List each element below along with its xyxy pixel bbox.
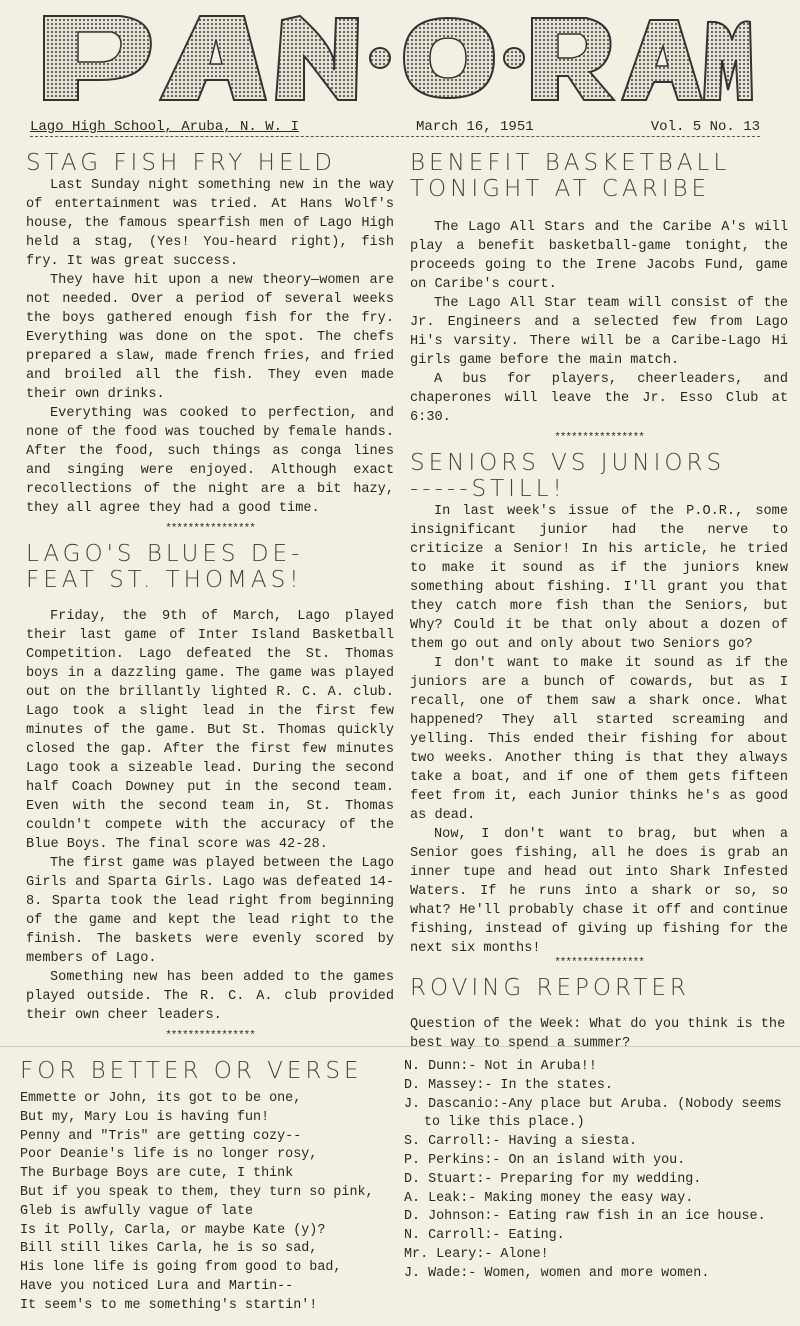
article-paragraph: In last week's issue of the P.O.R., some insignificant junior had the nerve to criticize a Senior! In his article, he tried to make it sound as if the juniors knew something about fishing. I'll grant you that they catch more fish than the Seniors, but Why? Could it be that only about a dozen of them go out and only about two Seniors go? [410,504,788,652]
headline-seniors: SENIORS VS JUNIORS -----STILL! [410,450,726,502]
article-paragraph: A bus for players, cheerleaders, and chaperones will leave the Jr. Esso Club at 6:30. [410,372,788,425]
answer-item: D. Massey:- In the states. [404,1077,613,1093]
verse-line: It seem's to me something's startin'! [20,1297,318,1313]
masthead-logo [38,10,754,108]
verse-line: His lone life is going from good to bad, [20,1260,342,1276]
separator: **************** [165,523,255,535]
separator: **************** [165,1030,255,1042]
answer-item: A. Leak:- Making money the easy way. [404,1190,694,1206]
article-paragraph: Now, I don't want to brag, but when a Senior goes fishing, all he does is grab an inner tupe and head out into Shark Infested Waters. If he runs into a shark or so, so what? He'll probably chase it off and continue fishing, instead of giving up fishing for the next six months! [410,827,788,956]
verse-line: Bill still likes Carla, he is so sad, [20,1241,318,1257]
verse-line: Poor Deanie's life is no longer rosy, [20,1147,318,1163]
answer-item: S. Carroll:- Having a siesta. [404,1134,638,1150]
answer-item: Mr. Leary:- Alone! [404,1246,549,1262]
headline-roving: ROVING REPORTER [410,975,690,1001]
issue-date: March 16, 1951 [416,119,534,135]
school-name: Lago High School, Aruba, N. W. I [30,119,299,135]
right-column [410,150,788,1053]
article-paragraph: Last Sunday night something new in the way of entertainment was tried. At Hans Wolf's house, the famous spearfish men of Lago High held a stag, (Yes! You-heard right), fish fry. It was great success. [26,178,394,269]
answer-item: D. Stuart:- Preparing for my wedding. [404,1171,702,1187]
masthead [38,10,754,108]
answer-item: N. Dunn:- Not in Aruba!! [404,1059,597,1074]
answer-item: D. Johnson:- Eating raw fish in an ice house. [404,1209,766,1225]
answer-item: J. Wade:- Women, women and more women. [404,1265,710,1281]
article-paragraph: The first game was played between the Lago Girls and Sparta Girls. Lago was defeated 14-8. Sparta took the lead right from beginning of the game and kept the lead right to the finish. The baskets were evenly scored by members of Lago. [26,856,394,966]
separator: **************** [554,432,644,444]
separator: **************** [554,957,644,969]
verse-section [20,1058,390,1316]
fold-line [0,1046,800,1047]
article-paragraph: Friday, the 9th of March, Lago played their last game of Inter Island Basketball Competition. Lago defeated the St. Thomas boys in a dazzling game. The game was played out on the brillantly lighted R. C. A. club. Lago took a slight lead in the first few minutes of the game. But St. Thomas quickly closed the gap. After the first few minutes Lago took a sizeable lead. During the second half Coach Downey put in the second team. Even with the second team in, St. Thomas couldn't compete with the accuracy of the Blue Boys. The final score was 42-28. [26,609,394,852]
article-paragraph: The Lago All Stars and the Caribe A's will play a benefit basketball-game tonight, the proceeds going to the Irene Jacobs Fund, game on Caribe's court. [410,220,788,292]
roving-answers [404,1058,788,1284]
answer-item: J. Dascanio:-Any place but Aruba. (Nobody seems to like this place.) [404,1096,782,1131]
article-paragraph: Something new has been added to the games played outside. The R. C. A. club provided their own cheer leaders. [26,970,394,1023]
headline-stag: STAG FISH FRY HELD [26,150,336,176]
verse-line: But my, Mary Lou is having fun! [20,1109,270,1125]
article-paragraph: Everything was cooked to perfection, and none of the food was touched by female hands. After the food, such things as conga lines and singing were enjoyed. Although exact recollections of the night are a bit hazy, they all agree they had a good time. [26,406,394,516]
verse-line: Gleb is awfully vague of late [20,1203,254,1219]
verse-line: Have you noticed Lura and Martin-- [20,1278,294,1294]
verse-line: Is it Polly, Carla, or maybe Kate (y)? [20,1222,326,1238]
article-paragraph: They have hit upon a new theory—women are not needed. Over a period of several weeks the boys gathered enough fish for the fry. Everything was done on the spot. The chefs prepared a slaw, made french fries, and fried and broiled all the fish. They even made their own drinks. [26,273,394,402]
dateline [30,118,760,137]
answer-item: N. Carroll:- Eating. [404,1228,565,1244]
question-of-week: Question of the Week: What do you think is the best way to spend a summer? [410,1017,786,1051]
verse-line: Penny and "Tris" are getting cozy-- [20,1128,302,1144]
headline-benefit: BENEFIT BASKETBALL TONIGHT AT CARIBE [410,150,731,202]
headline-verse: FOR BETTER OR VERSE [20,1058,363,1084]
verse-line: Emmette or John, its got to be one, [20,1091,302,1106]
headline-blues: LAGO'S BLUES DE- FEAT ST. THOMAS! [26,541,304,593]
verse-line: The Burbage Boys are cute, I think [20,1166,294,1182]
verse-line: But if you speak to them, they turn so pink, [20,1184,374,1200]
article-paragraph: The Lago All Star team will consist of the Jr. Engineers and a selected few from Lago Hi's varsity. There will be a Caribe-Lago Hi girls game before the main match. [410,296,788,368]
left-column [26,150,394,1048]
volume-number: Vol. 5 No. 13 [650,119,760,135]
answer-item: P. Perkins:- On an island with you. [404,1152,686,1168]
article-paragraph: I don't want to make it sound as if the juniors are a bunch of cowards, but as I recall, one of them saw a shark once. What happened? They all started screaming and yelling. This ended their fishing for about two weeks. Another thing is that they always take a boat, and if one of them gets fifteen feet from it, each Junior thinks he's as good as dead. [410,656,788,823]
verse-lines [20,1090,390,1316]
